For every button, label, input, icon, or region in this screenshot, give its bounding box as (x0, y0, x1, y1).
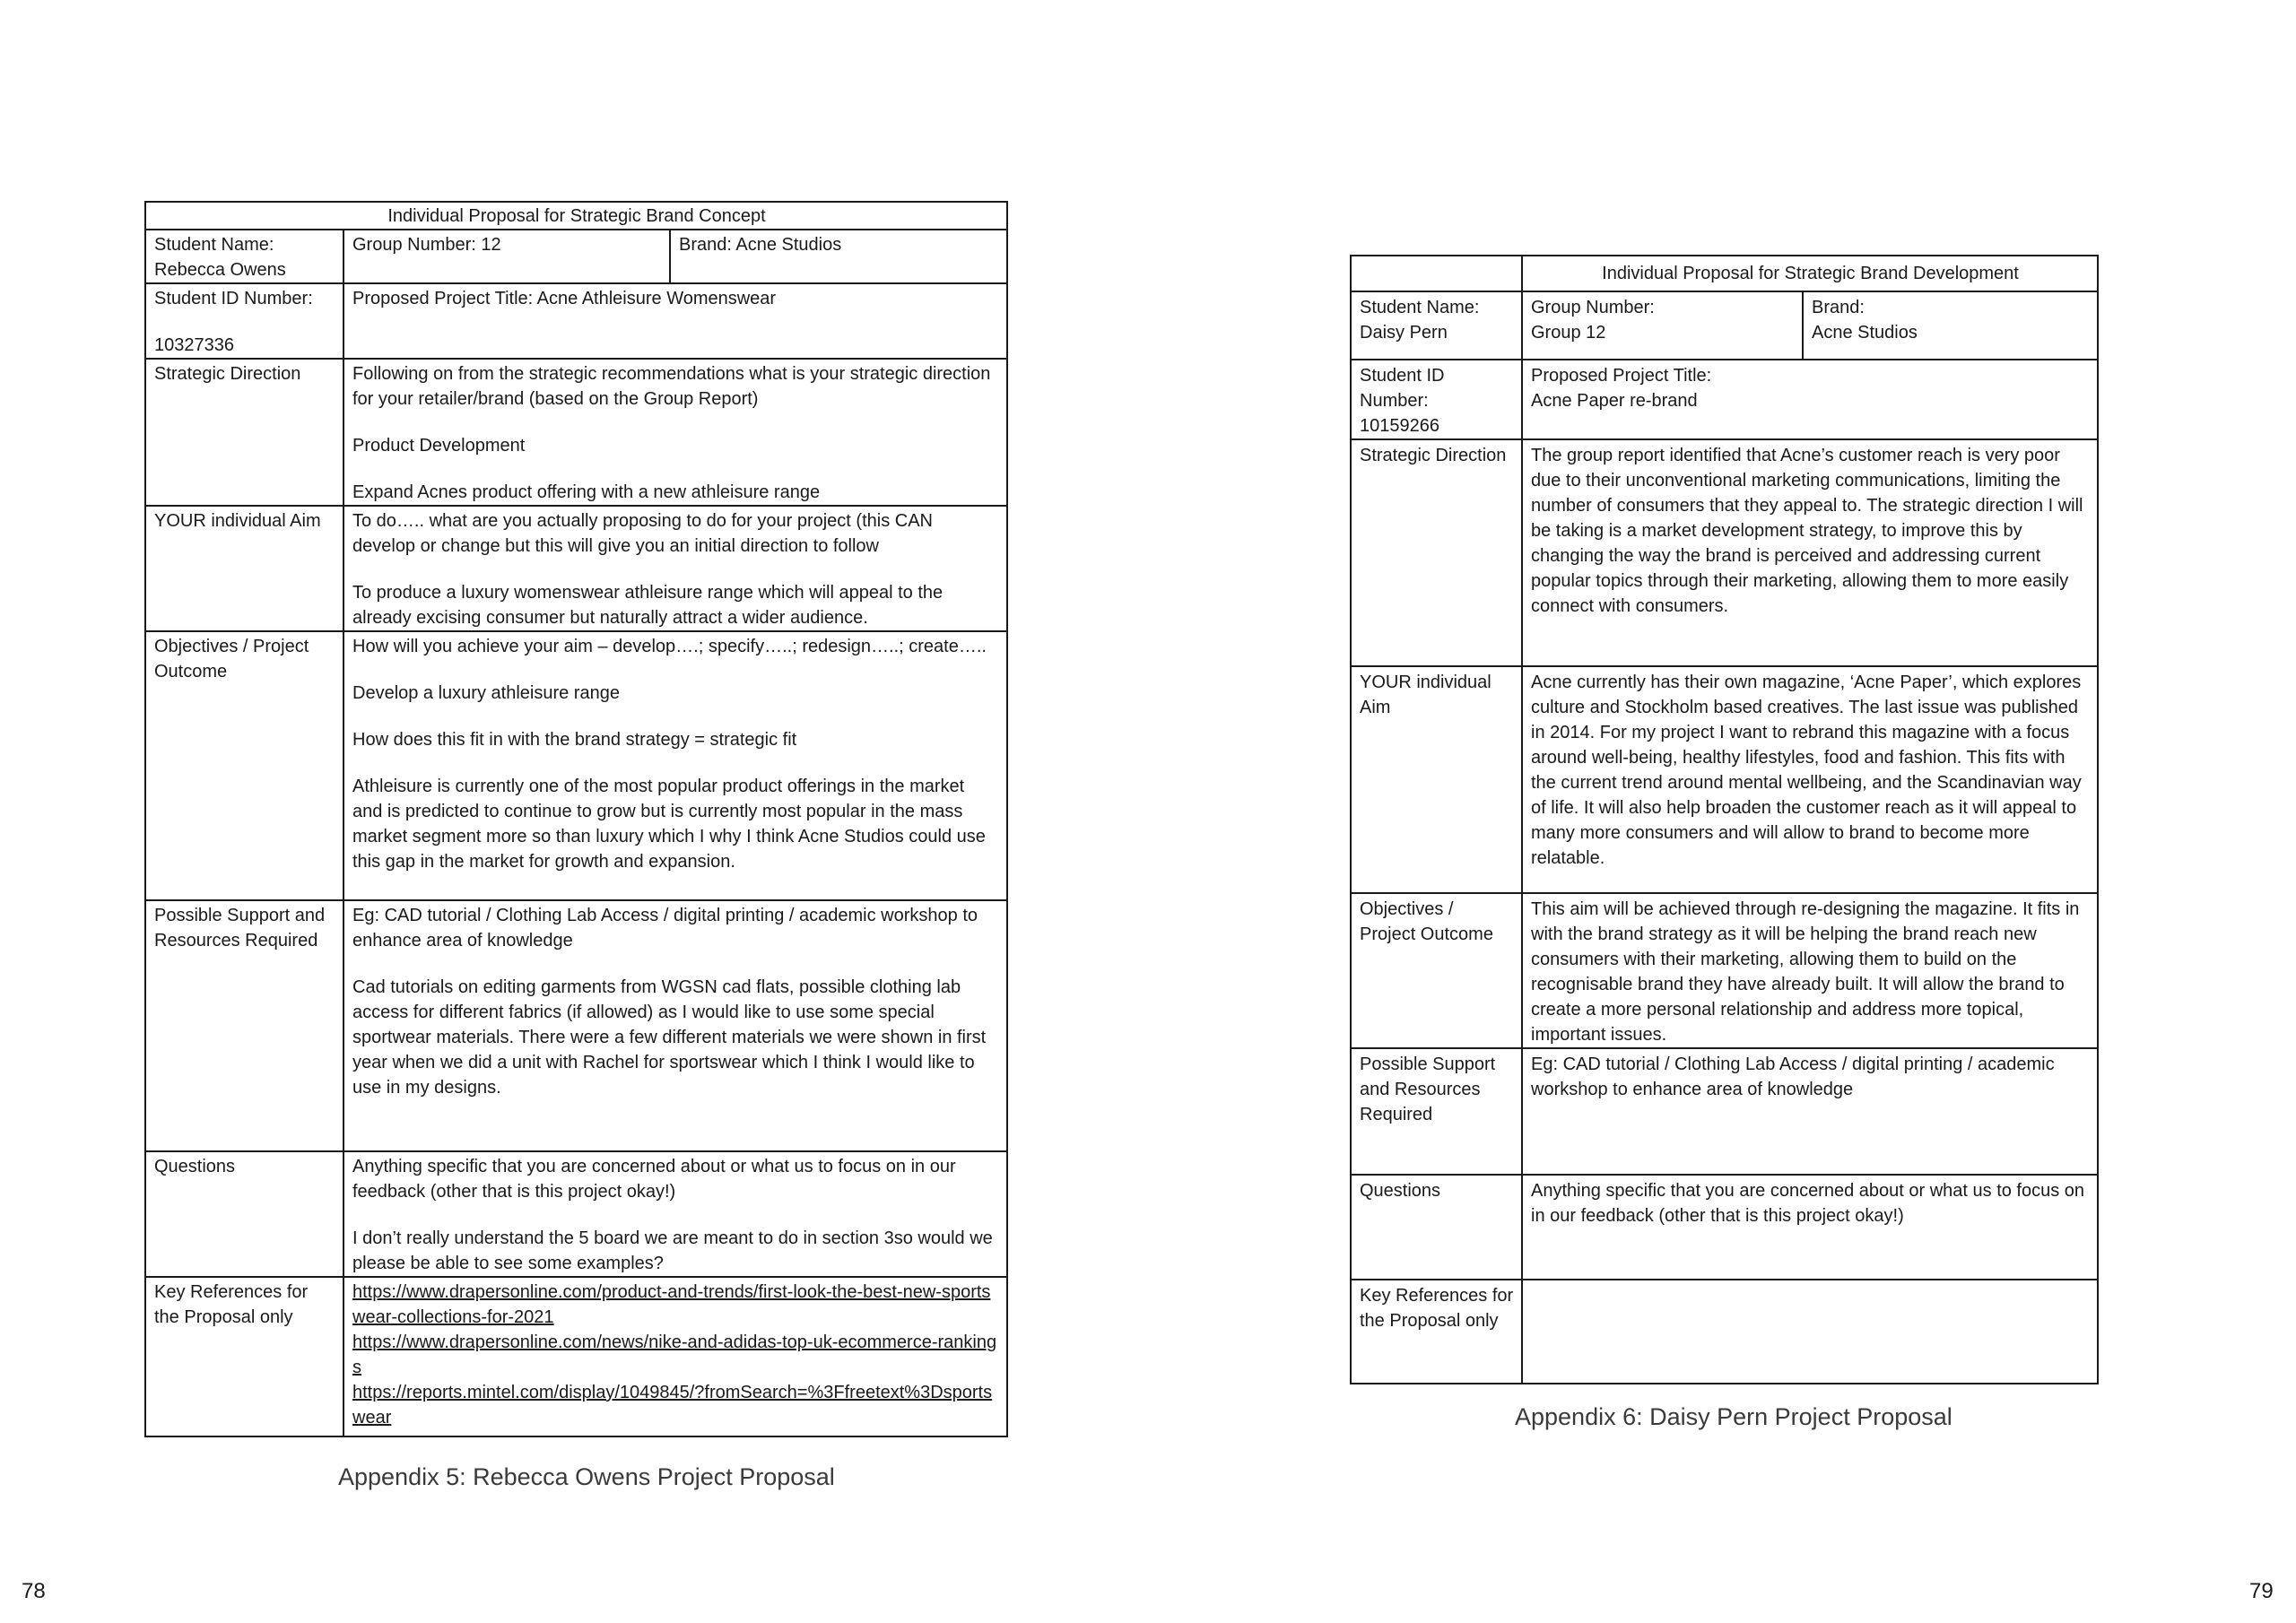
student-id-label: Student ID Number: (154, 289, 313, 308)
project-title: Proposed Project Title: Acne Athleisure Womenswear (344, 283, 1007, 359)
support-answer: Cad tutorials on editing garments from WGSN cad flats, possible clothing lab access for different fabrics (if allowed) as I would like to use some special sportwear materials. There were a few different materials we were shown in first year when we did a unit with Rachel for sportswear which I think I would like to use in my designs. (352, 977, 991, 1098)
project-title-value: Acne Paper re-brand (1531, 391, 1698, 411)
group-number-cell (1522, 291, 1803, 360)
strategic-direction-answer: Product Development (352, 436, 526, 456)
proposal-title: Individual Proposal for Strategic Brand Development (1522, 256, 2098, 291)
brand-value: Acne Studios (1812, 323, 1918, 343)
support-text: Eg: CAD tutorial / Clothing Lab Access / digital printing / academic workshop to enhance area of knowledge (1522, 1048, 2098, 1175)
aim-prompt: To do….. what are you actually proposing to do for your project (this CAN develop or change but this will give you an initial direction to follow (352, 511, 938, 556)
reference-link-3[interactable]: https://reports.mintel.com/display/1049845/?fromSearch=%3Ffreetext%3Dsportswear (352, 1383, 993, 1428)
aim-label: YOUR individual Aim (145, 506, 344, 631)
references-cell (344, 1277, 1007, 1436)
references-text (1522, 1280, 2098, 1384)
student-name-label: Student Name: (154, 235, 274, 255)
support-prompt: Eg: CAD tutorial / Clothing Lab Access / digital printing / academic workshop to enhance area of knowledge (352, 906, 983, 950)
objectives-answer-2: How does this fit in with the brand strategy = strategic fit (352, 730, 797, 750)
daisy-proposal-table (1350, 255, 2099, 1384)
reference-link-1[interactable]: https://www.drapersonline.com/product-and-trends/first-look-the-best-new-sportswear-collections-for-2021 (352, 1282, 991, 1327)
questions-label: Questions (1351, 1175, 1522, 1280)
questions-answer: I don’t really understand the 5 board we are meant to do in section 3so would we please be able to see some examples? (352, 1228, 998, 1273)
questions-label: Questions (145, 1151, 344, 1277)
proposal-title: Individual Proposal for Strategic Brand Concept (145, 202, 1007, 230)
strategic-direction-label: Strategic Direction (145, 359, 344, 506)
group-number: Group Number: 12 (344, 230, 670, 283)
objectives-label: Objectives / Project Outcome (1351, 893, 1522, 1048)
aim-answer: To produce a luxury womenswear athleisure range which will appeal to the already excising consumer but naturally attract a wider audience. (352, 583, 948, 628)
references-label: Key References for the Proposal only (145, 1277, 344, 1436)
support-label: Possible Support and Resources Required (145, 900, 344, 1151)
objectives-text: This aim will be achieved through re-designing the magazine. It fits in with the brand strategy as it will be helping the brand reach new consumers with their marketing, allowing them to build on the recognisable brand they have already built. It will allow the brand to create a more personal relationship and address more topical, important issues. (1522, 893, 2098, 1048)
student-id-label: Student ID Number: (1360, 366, 1445, 411)
brand-label: Brand: (1812, 298, 1865, 317)
aim-cell (344, 506, 1007, 631)
brand-cell (1803, 291, 2098, 360)
student-name-label: Student Name: (1360, 298, 1480, 317)
aim-text: Acne currently has their own magazine, ‘Acne Paper’, which explores culture and Stockholm based creatives. The last issue was published in 2014. For my project I want to rebrand this magazine with a focus around well-being, healthy lifestyles, food and fashion. This fits with the current trend around mental wellbeing, and the Scandinavian way of life. It will also help broaden the customer reach as it will appeal to many more consumers and will allow to brand to become more relatable. (1522, 666, 2098, 893)
title-left-cell (1351, 256, 1522, 291)
student-name-cell (1351, 291, 1522, 360)
group-number-value: Group 12 (1531, 323, 1606, 343)
objectives-cell (344, 631, 1007, 900)
strategic-direction-answer-detail: Expand Acnes product offering with a new athleisure range (352, 482, 821, 502)
questions-text: Anything specific that you are concerned about or what us to focus on in our feedback (other that is this project okay!) (1522, 1175, 2098, 1280)
strategic-direction-label: Strategic Direction (1351, 439, 1522, 666)
student-id-cell (1351, 360, 1522, 439)
objectives-prompt: How will you achieve your aim – develop….; specify…..; redesign…..; create….. (352, 637, 987, 656)
reference-link-2[interactable]: https://www.drapersonline.com/news/nike-and-adidas-top-uk-ecommerce-rankings (352, 1332, 997, 1377)
group-number-label: Group Number: (1531, 298, 1655, 317)
project-title-cell (1522, 360, 2098, 439)
questions-cell (344, 1151, 1007, 1277)
student-name-cell (145, 230, 344, 283)
appendix-5-caption: Appendix 5: Rebecca Owens Project Proposal (338, 1463, 835, 1490)
page-number-right: 79 (2249, 1579, 2274, 1603)
questions-prompt: Anything specific that you are concerned about or what us to focus on in our feedback (other that is this project okay!) (352, 1157, 961, 1202)
student-name-value: Rebecca Owens (154, 260, 286, 280)
strategic-direction-cell (344, 359, 1007, 506)
objectives-label: Objectives / Project Outcome (145, 631, 344, 900)
student-id-cell (145, 283, 344, 359)
references-label: Key References for the Proposal only (1351, 1280, 1522, 1384)
support-label: Possible Support and Resources Required (1351, 1048, 1522, 1175)
objectives-answer-3: Athleisure is currently one of the most popular product offerings in the market and is predicted to continue to grow but is currently most popular in the mass market segment more so than luxury which I why I think Acne Studios could use this gap in the market for growth and expansion. (352, 777, 991, 872)
student-id-value: 10159266 (1360, 416, 1439, 436)
objectives-answer-1: Develop a luxury athleisure range (352, 683, 620, 703)
page-number-left: 78 (22, 1579, 46, 1603)
rebecca-proposal-table (144, 201, 1008, 1437)
support-cell (344, 900, 1007, 1151)
appendix-6-caption: Appendix 6: Daisy Pern Project Proposal (1515, 1403, 1952, 1430)
strategic-direction-prompt: Following on from the strategic recommendations what is your strategic direction for your retailer/brand (based on the Group Report) (352, 364, 996, 409)
brand: Brand: Acne Studios (670, 230, 1007, 283)
aim-label: YOUR individual Aim (1351, 666, 1522, 893)
student-id-value: 10327336 (154, 335, 234, 355)
student-name-value: Daisy Pern (1360, 323, 1448, 343)
strategic-direction-text: The group report identified that Acne’s customer reach is very poor due to their unconventional marketing communications, limiting the number of consumers that they appeal to. The strategic direction I will be taking is a market development strategy, to improve this by changing the way the brand is perceived and addressing current popular topics through their marketing, allowing them to more easily connect with consumers. (1522, 439, 2098, 666)
project-title-label: Proposed Project Title: (1531, 366, 1712, 386)
